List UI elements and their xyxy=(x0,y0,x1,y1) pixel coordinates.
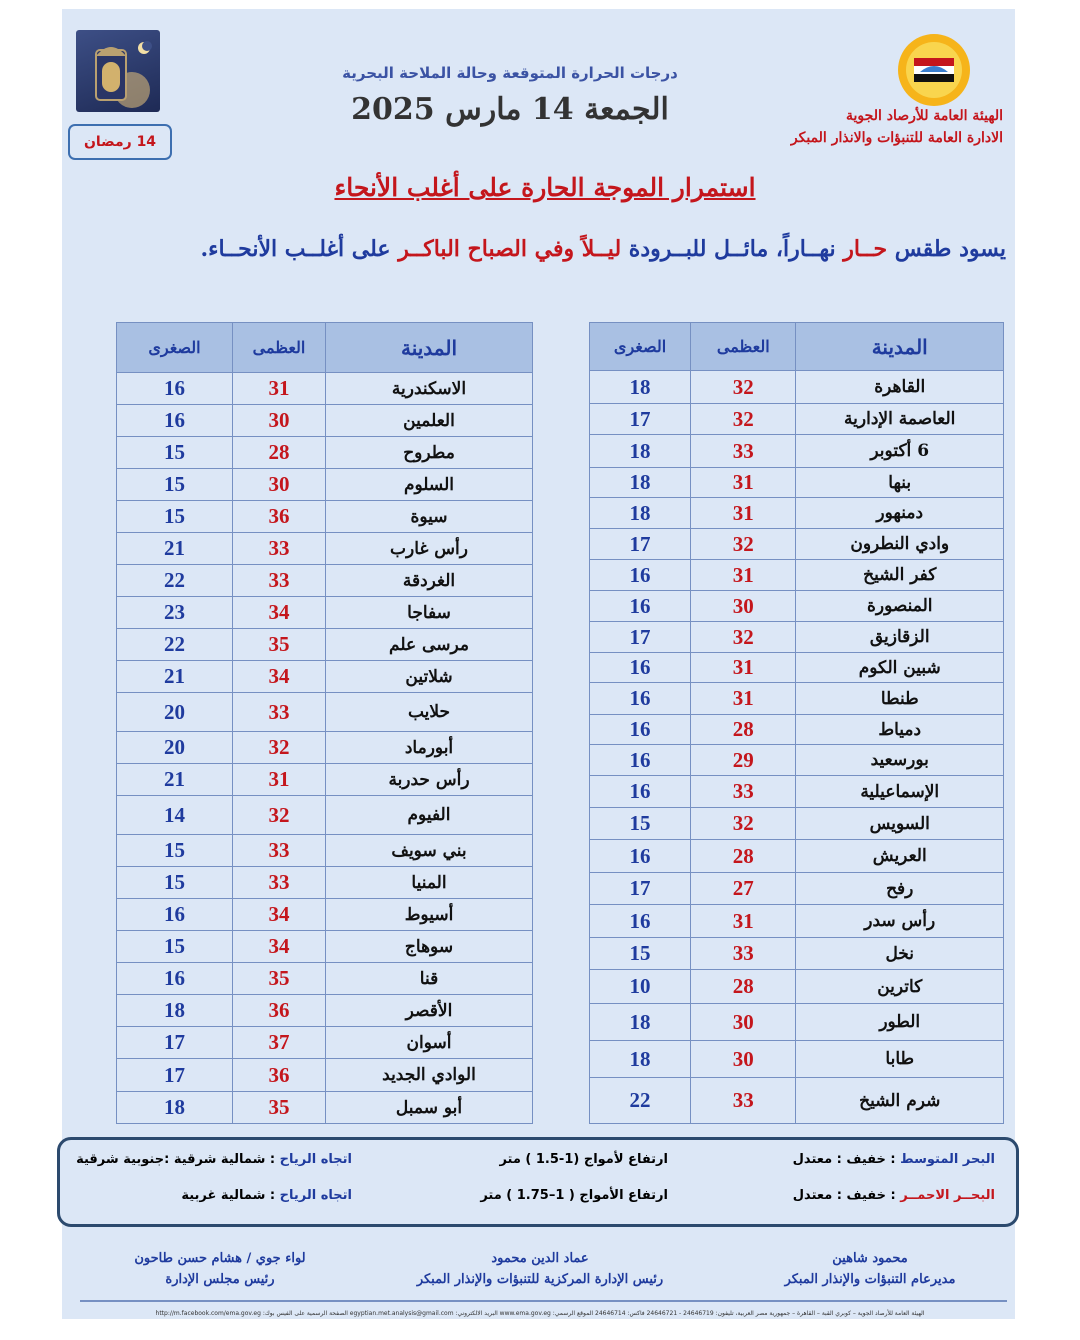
max-temp-cell: 35 xyxy=(233,963,326,995)
max-temp-cell: 33 xyxy=(691,435,796,468)
max-temp-cell: 34 xyxy=(233,597,326,629)
max-temp-cell: 32 xyxy=(691,622,796,653)
table-row xyxy=(590,905,1004,938)
min-temp-cell: 15 xyxy=(590,938,691,970)
city-name-cell: شلاتين xyxy=(326,661,533,693)
min-temp-cell: 21 xyxy=(117,533,233,565)
table-row xyxy=(117,565,533,597)
min-temp-cell: 16 xyxy=(117,373,233,405)
table-row xyxy=(117,1027,533,1059)
max-temp-cell: 34 xyxy=(233,661,326,693)
city-name-cell: كاترين xyxy=(796,970,1004,1004)
table-row xyxy=(590,1078,1004,1124)
min-temp-cell: 16 xyxy=(590,560,691,591)
city-name-cell: القاهرة xyxy=(796,371,1004,404)
min-temp-cell: 16 xyxy=(590,905,691,938)
table-row xyxy=(117,437,533,469)
max-temp-cell: 28 xyxy=(691,840,796,873)
city-name-cell: دمنهور xyxy=(796,498,1004,529)
max-temp-cell: 28 xyxy=(691,970,796,1004)
max-temp-cell: 32 xyxy=(691,808,796,840)
min-temp-cell: 15 xyxy=(590,808,691,840)
city-name-cell: 6 أكتوبر xyxy=(796,435,1004,468)
table-row xyxy=(117,995,533,1027)
min-temp-cell: 15 xyxy=(117,469,233,501)
min-temp-cell: 16 xyxy=(590,715,691,745)
max-temp-cell: 33 xyxy=(233,565,326,597)
max-temp-cell: 36 xyxy=(233,501,326,533)
max-temp-cell: 34 xyxy=(233,899,326,931)
max-temp-cell: 31 xyxy=(691,683,796,715)
table-row xyxy=(590,776,1004,808)
min-temp-cell: 18 xyxy=(590,498,691,529)
min-temp-cell: 16 xyxy=(590,683,691,715)
min-temp-cell: 18 xyxy=(590,371,691,404)
med-wind-value: : شمالية شرقية :جنوبية شرقية xyxy=(76,1152,280,1167)
max-temp-cell: 33 xyxy=(691,938,796,970)
max-temp-cell: 32 xyxy=(233,732,326,764)
min-temp-cell: 17 xyxy=(590,622,691,653)
city-name-cell: أبو سمبل xyxy=(326,1092,533,1124)
max-temp-cell: 35 xyxy=(233,1092,326,1124)
city-name-cell: الغردقة xyxy=(326,565,533,597)
table-row xyxy=(117,931,533,963)
red-wind-label: اتجاه الرياح xyxy=(279,1188,352,1203)
city-name-cell: وادي النطرون xyxy=(796,529,1004,560)
table-row xyxy=(117,963,533,995)
table-row xyxy=(117,597,533,629)
city-name-cell: العاصمة الإدارية xyxy=(796,404,1004,435)
col-header-min: الصغرى xyxy=(590,323,691,371)
city-name-cell: رأس غارب xyxy=(326,533,533,565)
red-sea-state xyxy=(793,1188,995,1203)
min-temp-cell: 21 xyxy=(117,661,233,693)
min-temp-cell: 20 xyxy=(117,732,233,764)
min-temp-cell: 18 xyxy=(590,1004,691,1041)
min-temp-cell: 18 xyxy=(590,435,691,468)
table-row xyxy=(590,808,1004,840)
forecast-part-morning: وفي الصباح الباكــر xyxy=(390,236,582,262)
table-row xyxy=(590,1004,1004,1041)
forecast-part: يسود طقس xyxy=(887,236,1006,262)
med-sea-wind xyxy=(76,1152,352,1167)
forecast-part-night: ليــلاً xyxy=(581,236,622,262)
min-temp-cell: 16 xyxy=(117,963,233,995)
table-row xyxy=(590,970,1004,1004)
city-name-cell: أسيوط xyxy=(326,899,533,931)
city-name-cell: مطروح xyxy=(326,437,533,469)
city-name-cell: العريش xyxy=(796,840,1004,873)
signature-name: عماد الدين محمود xyxy=(491,1251,589,1266)
city-name-cell: نخل xyxy=(796,938,1004,970)
table-row xyxy=(117,764,533,796)
min-temp-cell: 17 xyxy=(590,404,691,435)
table-row xyxy=(590,560,1004,591)
min-temp-cell: 17 xyxy=(590,873,691,905)
city-name-cell: أبورماد xyxy=(326,732,533,764)
forecast-part: نهــاراً، مائــل للبــرودة xyxy=(621,236,844,262)
city-name-cell: المنصورة xyxy=(796,591,1004,622)
min-temp-cell: 15 xyxy=(117,835,233,867)
table-row xyxy=(590,1041,1004,1078)
city-name-cell: شرم الشيخ xyxy=(796,1078,1004,1124)
max-temp-cell: 28 xyxy=(691,715,796,745)
max-temp-cell: 33 xyxy=(691,776,796,808)
max-temp-cell: 28 xyxy=(233,437,326,469)
forecast-part: على أغلــب الأنحــاء. xyxy=(200,236,391,262)
table-row xyxy=(117,1059,533,1092)
table-row xyxy=(590,529,1004,560)
min-temp-cell: 15 xyxy=(117,867,233,899)
min-temp-cell: 16 xyxy=(590,591,691,622)
table-row xyxy=(590,715,1004,745)
med-wind-label: اتجاه الرياح xyxy=(279,1152,352,1167)
table-row xyxy=(117,629,533,661)
table-row xyxy=(117,899,533,931)
city-name-cell: رأس حدربة xyxy=(326,764,533,796)
signature-title: رئيس مجلس الإدارة xyxy=(165,1272,275,1287)
city-name-cell: شبين الكوم xyxy=(796,653,1004,683)
max-temp-cell: 30 xyxy=(233,405,326,437)
min-temp-cell: 15 xyxy=(117,501,233,533)
hijri-date-badge: 14 رمضان xyxy=(68,124,172,160)
table-row xyxy=(590,468,1004,498)
table-row xyxy=(117,661,533,693)
max-temp-cell: 31 xyxy=(233,764,326,796)
city-name-cell: طنطا xyxy=(796,683,1004,715)
table-row xyxy=(590,371,1004,404)
table-row xyxy=(590,840,1004,873)
min-temp-cell: 15 xyxy=(117,931,233,963)
min-temp-cell: 16 xyxy=(590,653,691,683)
table-row xyxy=(117,867,533,899)
footer-contact: الهيئة العامة للأرصاد الجوية – كوبري القبة – القاهرة – جمهورية مصر العربية، تليفون: 24646719 - 24646721 فاكس: 24646714 الموقع الرسمي: www.ema.gov.eg البريد الالكتروني: egyptian.met.analysis@gmail.com الصفحة الرسمية على الفيس بوك: http://m.facebook.com/ema.gov.eg xyxy=(155,1310,925,1317)
signature-name: محمود شاهين xyxy=(832,1251,908,1266)
city-name-cell: سفاجا xyxy=(326,597,533,629)
col-header-max: العظمى xyxy=(233,323,326,373)
max-temp-cell: 33 xyxy=(233,693,326,732)
med-sea-state xyxy=(793,1152,995,1167)
city-name-cell: مرسى علم xyxy=(326,629,533,661)
min-temp-cell: 16 xyxy=(117,899,233,931)
min-temp-cell: 18 xyxy=(117,995,233,1027)
city-name-cell: أسوان xyxy=(326,1027,533,1059)
min-temp-cell: 18 xyxy=(117,1092,233,1124)
city-name-cell: رأس سدر xyxy=(796,905,1004,938)
max-temp-cell: 36 xyxy=(233,1059,326,1092)
org-department: الادارة العامة للتنبؤات والانذار المبكر xyxy=(790,130,1003,146)
city-name-cell: الزقازيق xyxy=(796,622,1004,653)
city-name-cell: العلمين xyxy=(326,405,533,437)
city-name-cell: الاسكندرية xyxy=(326,373,533,405)
table-row xyxy=(590,435,1004,468)
max-temp-cell: 35 xyxy=(233,629,326,661)
max-temp-cell: 33 xyxy=(233,835,326,867)
max-temp-cell: 30 xyxy=(691,1004,796,1041)
max-temp-cell: 30 xyxy=(691,591,796,622)
table-row xyxy=(590,498,1004,529)
max-temp-cell: 29 xyxy=(691,745,796,776)
min-temp-cell: 23 xyxy=(117,597,233,629)
signature-title: مديرعام التنبؤات والإنذار المبكر xyxy=(784,1272,956,1287)
min-temp-cell: 21 xyxy=(117,764,233,796)
min-temp-cell: 22 xyxy=(117,565,233,597)
table-row xyxy=(117,405,533,437)
forecast-part-hot: حــار xyxy=(843,236,888,262)
max-temp-cell: 31 xyxy=(691,653,796,683)
red-sea-waves: ارتفاع الأمواج ( 1–1.75 ) متر xyxy=(480,1188,668,1203)
table-row xyxy=(590,683,1004,715)
city-name-cell: الطور xyxy=(796,1004,1004,1041)
city-name-cell: الإسماعيلية xyxy=(796,776,1004,808)
min-temp-cell: 16 xyxy=(590,776,691,808)
city-name-cell: الأقصر xyxy=(326,995,533,1027)
page-date: الجمعة 14 مارس 2025 xyxy=(351,92,669,127)
table-row xyxy=(590,404,1004,435)
footer-divider xyxy=(80,1300,1007,1302)
max-temp-cell: 31 xyxy=(691,468,796,498)
max-temp-cell: 32 xyxy=(691,529,796,560)
max-temp-cell: 33 xyxy=(691,1078,796,1124)
ramadan-lantern-image xyxy=(76,30,160,112)
max-temp-cell: 34 xyxy=(233,931,326,963)
min-temp-cell: 16 xyxy=(590,840,691,873)
col-header-city: المدينة xyxy=(326,323,533,373)
med-sea-waves: ارتفاع لأمواج (1-1.5 ) متر xyxy=(499,1152,668,1167)
table-row xyxy=(117,732,533,764)
min-temp-cell: 17 xyxy=(117,1059,233,1092)
temperature-table-right xyxy=(589,322,1004,1124)
temperature-table-left xyxy=(116,322,533,1124)
max-temp-cell: 31 xyxy=(233,373,326,405)
min-temp-cell: 22 xyxy=(590,1078,691,1124)
red-sea-wind xyxy=(181,1188,352,1203)
red-wind-value: : شمالية غربية xyxy=(181,1188,280,1203)
signature-name: لواء جوي / هشام حسن طاحون xyxy=(134,1251,306,1266)
city-name-cell: السويس xyxy=(796,808,1004,840)
signature-1 xyxy=(720,1251,1020,1287)
signature-2 xyxy=(370,1251,710,1287)
city-name-cell: الفيوم xyxy=(326,796,533,835)
table-row xyxy=(117,835,533,867)
table-row xyxy=(117,501,533,533)
city-name-cell: الوادي الجديد xyxy=(326,1059,533,1092)
city-name-cell: سوهاج xyxy=(326,931,533,963)
min-temp-cell: 22 xyxy=(117,629,233,661)
forecast-text xyxy=(100,236,1006,262)
table-row xyxy=(590,591,1004,622)
signature-title: رئيس الإدارة المركزية للتنبؤات والإنذار المبكر xyxy=(416,1272,664,1287)
max-temp-cell: 32 xyxy=(691,371,796,404)
min-temp-cell: 18 xyxy=(590,1041,691,1078)
sea-state-panel xyxy=(57,1137,1019,1227)
max-temp-cell: 31 xyxy=(691,905,796,938)
min-temp-cell: 14 xyxy=(117,796,233,835)
col-header-min: الصغرى xyxy=(117,323,233,373)
max-temp-cell: 31 xyxy=(691,498,796,529)
max-temp-cell: 32 xyxy=(691,404,796,435)
min-temp-cell: 15 xyxy=(117,437,233,469)
city-name-cell: حلايب xyxy=(326,693,533,732)
min-temp-cell: 17 xyxy=(590,529,691,560)
max-temp-cell: 30 xyxy=(691,1041,796,1078)
city-name-cell: دمياط xyxy=(796,715,1004,745)
table-row xyxy=(590,745,1004,776)
city-name-cell: كفر الشيخ xyxy=(796,560,1004,591)
max-temp-cell: 33 xyxy=(233,533,326,565)
table-row xyxy=(590,622,1004,653)
table-row xyxy=(117,373,533,405)
max-temp-cell: 36 xyxy=(233,995,326,1027)
table-row xyxy=(117,533,533,565)
max-temp-cell: 31 xyxy=(691,560,796,591)
city-name-cell: سيوة xyxy=(326,501,533,533)
col-header-max: العظمى xyxy=(691,323,796,371)
ema-logo xyxy=(890,30,978,110)
min-temp-cell: 18 xyxy=(590,468,691,498)
min-temp-cell: 17 xyxy=(117,1027,233,1059)
table-row xyxy=(590,653,1004,683)
max-temp-cell: 27 xyxy=(691,873,796,905)
red-sea-label: البحــر الاحمــر xyxy=(900,1188,995,1203)
min-temp-cell: 10 xyxy=(590,970,691,1004)
min-temp-cell: 16 xyxy=(117,405,233,437)
max-temp-cell: 33 xyxy=(233,867,326,899)
red-sea-condition: : خفيف : معتدل xyxy=(792,1188,901,1203)
city-name-cell: السلوم xyxy=(326,469,533,501)
max-temp-cell: 37 xyxy=(233,1027,326,1059)
table-row xyxy=(117,796,533,835)
max-temp-cell: 32 xyxy=(233,796,326,835)
headline: استمرار الموجة الحارة على أغلب الأنحاء xyxy=(334,173,756,202)
min-temp-cell: 16 xyxy=(590,745,691,776)
city-name-cell: رفح xyxy=(796,873,1004,905)
min-temp-cell: 20 xyxy=(117,693,233,732)
city-name-cell: قنا xyxy=(326,963,533,995)
col-header-city: المدينة xyxy=(796,323,1004,371)
city-name-cell: بورسعيد xyxy=(796,745,1004,776)
med-sea-condition: : خفيف : معتدل xyxy=(792,1152,901,1167)
table-row xyxy=(117,1092,533,1124)
table-row xyxy=(117,693,533,732)
table-row xyxy=(590,938,1004,970)
city-name-cell: المنيا xyxy=(326,867,533,899)
table-row xyxy=(117,469,533,501)
med-sea-label: البحر المتوسط xyxy=(900,1152,995,1167)
city-name-cell: بنها xyxy=(796,468,1004,498)
city-name-cell: بني سويف xyxy=(326,835,533,867)
org-name: الهيئة العامة للأرصاد الجوية xyxy=(846,108,1003,124)
table-row xyxy=(590,873,1004,905)
city-name-cell: طابا xyxy=(796,1041,1004,1078)
page-subtitle: درجات الحرارة المتوقعة وحالة الملاحة البحرية xyxy=(342,64,678,82)
max-temp-cell: 30 xyxy=(233,469,326,501)
signature-3 xyxy=(90,1251,350,1287)
